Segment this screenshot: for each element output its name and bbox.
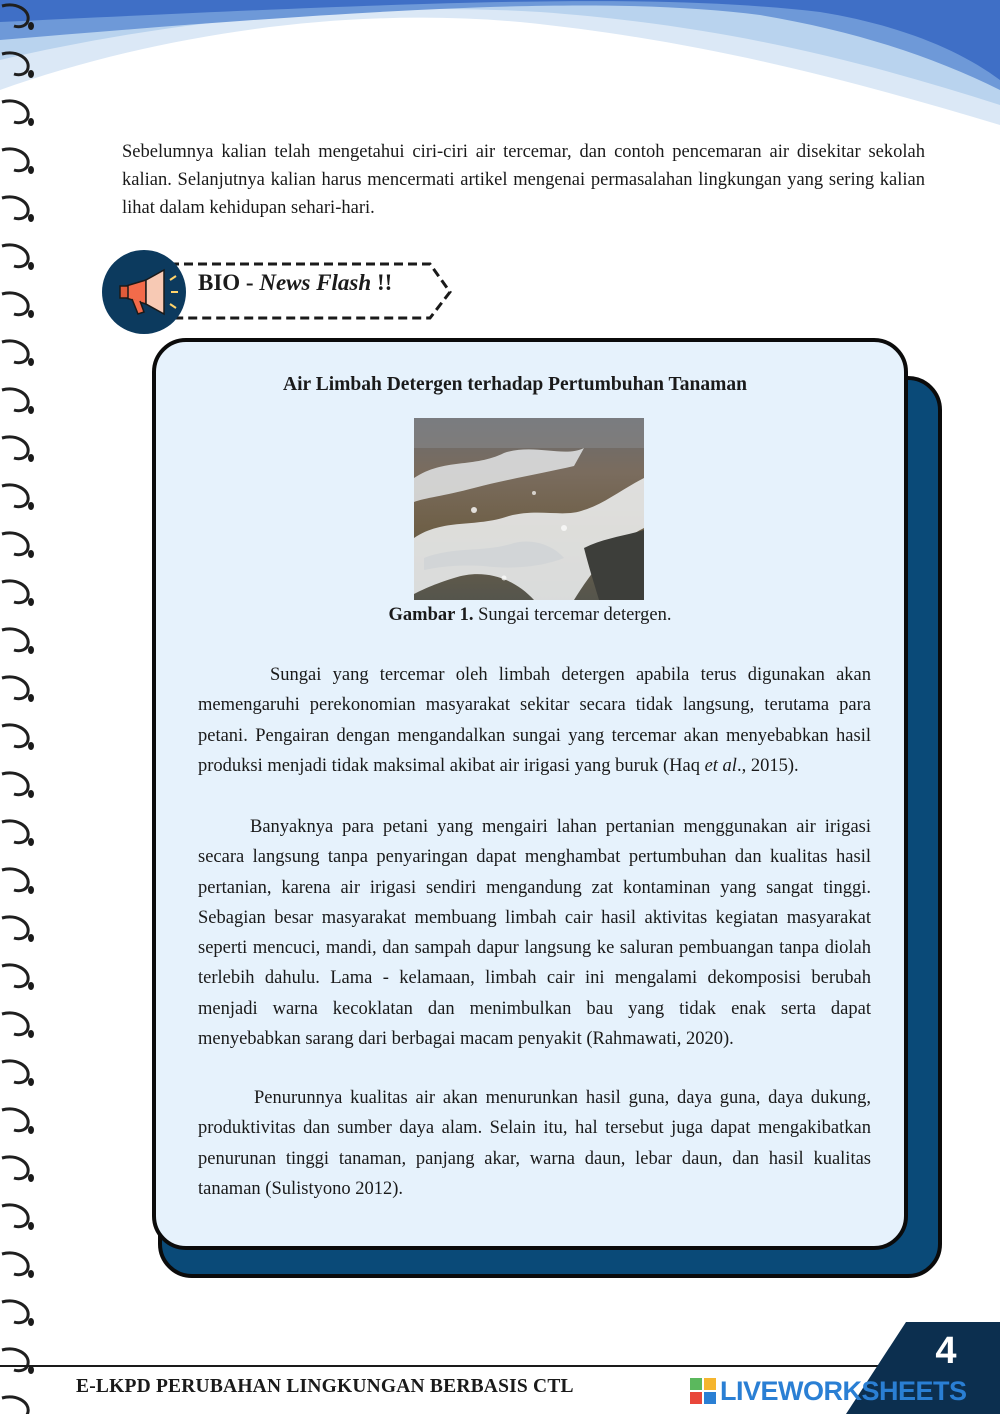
spiral-ring: [2, 389, 34, 414]
spiral-ring: [2, 149, 34, 174]
spiral-ring: [2, 1061, 34, 1086]
spiral-ring: [2, 1301, 34, 1326]
spiral-ring: [2, 1205, 34, 1230]
spiral-ring: [2, 1157, 34, 1182]
spiral-ring: [2, 917, 34, 942]
spiral-ring: [2, 1349, 34, 1374]
article-paragraph-3: Penurunnya kualitas air akan menurunkan hasil guna, daya guna, daya dukung, produktivitas dan sumber daya alam. Selain itu, hal tersebut juga dapat mengakibatkan penurunan tinggi tanaman, panjang akar, warna daun, lebar daun, dan hasil kualitas tanaman (Sulistyono 2012).: [198, 1088, 871, 1199]
spiral-binding: [0, 0, 44, 1414]
spiral-ring: [2, 965, 34, 990]
figure-caption: Gambar 1. Sungai tercemar detergen.: [388, 605, 672, 625]
spiral-ring: [2, 1109, 34, 1134]
spiral-ring: [2, 485, 34, 510]
news-flash-title: BIO - News Flash !!: [198, 270, 393, 295]
top-wave-decoration: [0, 0, 1000, 130]
spiral-ring: [2, 533, 34, 558]
spiral-ring: [2, 245, 34, 270]
article-paragraph-2: Banyaknya para petani yang mengairi lahan pertanian menggunakan air irigasi secara langsung tanpa penyaringan dapat menghambat pertumbuhan dan kualitas hasil pertanian, karena air irigasi sendiri mengandung zat kontaminan yang sangat tinggi. Sebagian besar masyarakat membuang limbah cair hasil aktivitas kegiatan masyarakat seperti mencuci, mandi, dan sampah dapur langsung ke saluran pembuangan tanpa diolah terlebih dahulu. Lama - kelamaan, limbah cair ini mengalami dekomposisi berubah menjadi warna kecoklatan dan menimbulkan bau yang tidak enak serta dapat menyebabkan sarang dari berbagai macam penyakit (Rahmawati, 2020).: [198, 817, 871, 1050]
spiral-ring: [2, 101, 34, 126]
spiral-ring: [2, 1253, 34, 1278]
page-number: 4: [935, 1330, 957, 1372]
spiral-ring: [2, 53, 34, 78]
spiral-ring: [2, 341, 34, 366]
spiral-ring: [2, 293, 34, 318]
spiral-ring: [2, 821, 34, 846]
liveworksheets-icon: [690, 1378, 716, 1404]
intro-paragraph: Sebelumnya kalian telah mengetahui ciri-ciri air tercemar, dan contoh pencemaran air disekitar sekolah kalian. Selanjutnya kalian harus mencermati artikel mengenai permasalahan lingkungan yang sering kalian lihat dalam kehidupan sehari-hari.: [122, 142, 925, 218]
spiral-ring: [2, 437, 34, 462]
spiral-ring: [2, 725, 34, 750]
spiral-ring: [2, 197, 34, 222]
liveworksheets-logo[interactable]: [690, 1376, 967, 1406]
spiral-ring: [2, 869, 34, 894]
article-title: Air Limbah Detergen terhadap Pertumbuhan Tanaman: [283, 374, 747, 395]
article-paragraph-1: Sungai yang tercemar oleh limbah detergen apabila terus digunakan akan memengaruhi perekonomian masyarakat sekitar secara tidak langsung, terutama para petani. Pengairan dengan mengandalkan sungai yang tercemar akan menyebabkan hasil produksi menjadi tidak maksimal akibat air irigasi yang buruk (Haq et al., 2015).: [198, 665, 871, 776]
footer-title: E-LKPD PERUBAHAN LINGKUNGAN BERBASIS CTL: [76, 1376, 574, 1397]
spiral-ring: [2, 629, 34, 654]
polluted-river-photo: [414, 418, 644, 600]
spiral-ring: [2, 773, 34, 798]
spiral-ring: [2, 1397, 34, 1414]
spiral-ring: [2, 677, 34, 702]
spiral-ring: [2, 1013, 34, 1038]
liveworksheets-brand: LIVEWORKSHEETS: [720, 1375, 967, 1406]
spiral-ring: [2, 581, 34, 606]
spiral-ring: [2, 5, 34, 30]
